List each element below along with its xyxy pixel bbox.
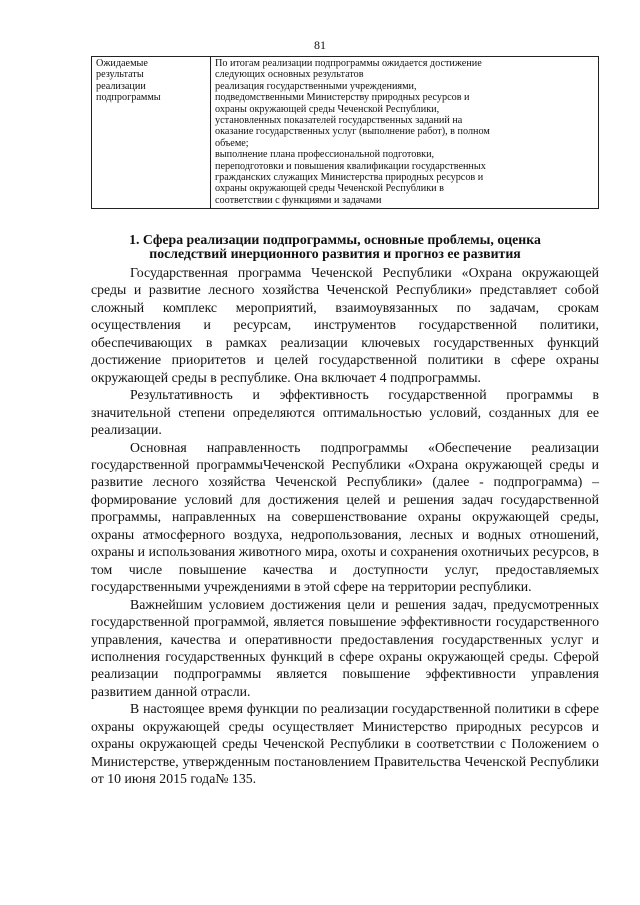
content-line: соответствии с функциями и задачами [215, 194, 382, 206]
content-line: реализация государственными учреждениями, [215, 80, 417, 92]
table-label-cell [92, 57, 211, 209]
paragraph: Результативность и эффективность государственной программы в значительной степени определяются оптимальностью условий, созданных для ее реализации. [91, 387, 599, 438]
page-number: 81 [314, 38, 326, 52]
paragraph: Важнейшим условием достижения цели и решения задач, предусмотренных государственной программой, является повышение эффективности государственного управления, качества и оперативности предоставления государственных услуг и исполнения государственных функций в сфере охраны окружающей среды. Сферой реализации подпрограммы является повышение эффективности управления развитием данной отрасли. [91, 596, 599, 699]
table-content-cell [211, 57, 599, 209]
paragraph: В настоящее время функции по реализации государственной политики в сфере охраны окружающей среды осуществляет Министерство природных ресурсов и охраны окружающей среды Чеченской Республики в соответствии с Положением о Министерстве, утвержденным постановлением Правительства Чеченской Республики от 10 июня 2015 года№ 135. [91, 701, 599, 787]
table-row [92, 57, 599, 209]
body-text [91, 264, 599, 788]
label-line: Ожидаемые [96, 58, 148, 69]
section-heading-line: последствий инерционного развития и прогноз ее развития [149, 246, 521, 261]
content-line: следующих основных результатов [215, 69, 364, 81]
content-line: По итогам реализации подпрограммы ожидается достижение [215, 58, 482, 69]
expected-results-table [91, 56, 599, 209]
content-line: установленных показателей государственных заданий на [215, 115, 463, 127]
content-line: оказание государственных услуг (выполнение работ), в полном [215, 126, 490, 138]
label-line: реализации [96, 80, 146, 92]
label-line: результаты [96, 69, 144, 81]
content-line: гражданских служащих Министерства природных ресурсов и [215, 172, 484, 184]
paragraph: Государственная программа Чеченской Республики «Охрана окружающей среды и развитие лесного хозяйства Чеченской Республики» представляет собой сложный комплекс мероприятий, взаимоувязанных по задачам, срокам осуществления и ресурсам, инструментов государственной политики, обеспечивающих в рамках реализации ключевых государственных функций достижение приоритетов и целей государственной политики в сфере охраны окружающей среды в республике. Она включает 4 подпрограммы. [91, 265, 599, 385]
content-line: выполнение плана профессиональной подготовки, [215, 149, 435, 161]
content-line: охраны окружающей среды Чеченской Республики, [215, 103, 440, 115]
label-line: подпрограммы [96, 92, 161, 104]
content-line: переподготовки и повышения квалификации государственных [215, 160, 486, 172]
section-heading-line: 1. Сфера реализации подпрограммы, основные проблемы, оценка [129, 232, 541, 247]
section-heading [100, 233, 570, 261]
paragraph: Основная направленность подпрограммы «Обеспечение реализации государственной программыЧеченской Республики «Охрана окружающей среды и развитие лесного хозяйства Чеченской Республики» (далее - подпрограмма) – формирование условий для достижения целей и решения задач государственной программы, направленных на совершенствование охраны окружающей среды, охраны атмосферного воздуха, недропользования, лесных и водных отношений, охраны и использования животного мира, охоты и сохранения охотничьих ресурсов, в том числе повышение качества и доступности услуг, предоставляемых государственными учреждениями в этой сфере на территории республики. [91, 439, 599, 595]
content-line: охраны окружающей среды Чеченской Республики в [215, 183, 444, 195]
content-line: объеме; [215, 137, 249, 149]
content-line: подведомственными Министерству природных ресурсов и [215, 92, 470, 104]
